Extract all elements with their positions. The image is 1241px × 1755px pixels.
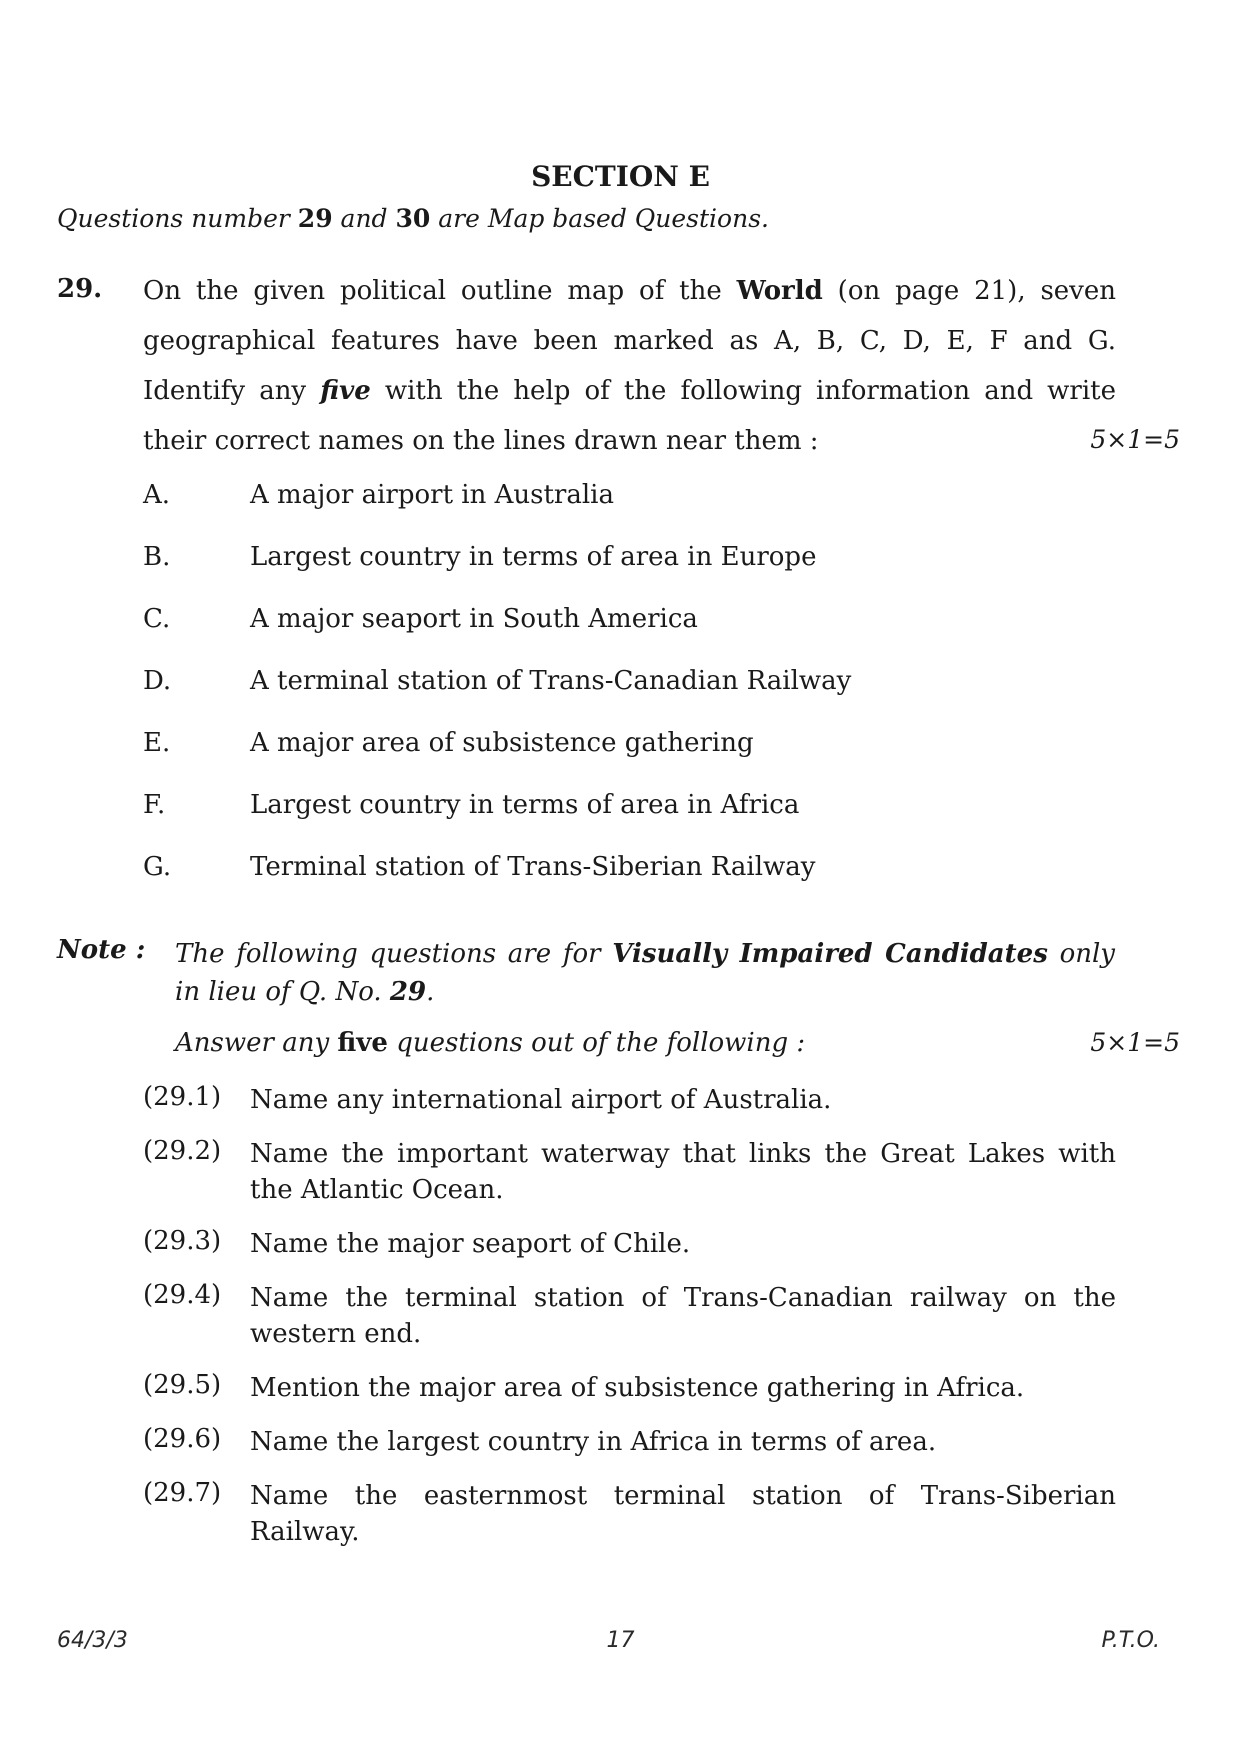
- answer-suffix: questions out of the following :: [387, 1028, 806, 1058]
- section-title: SECTION E: [531, 160, 710, 193]
- option-text: Largest country in terms of area in Africa: [250, 790, 800, 820]
- sub-question-number: (29.2): [143, 1136, 222, 1166]
- intro-suffix: are Map based Questions.: [430, 204, 769, 233]
- sub-question-number: (29.6): [143, 1424, 222, 1454]
- sub-question-text: Mention the major area of subsistence gathering in Africa.: [250, 1373, 1025, 1403]
- answer-prefix: Answer any: [175, 1028, 338, 1058]
- answer-instruction: [175, 1028, 805, 1058]
- answer-bold: five: [337, 1028, 388, 1058]
- question-number: 29.: [57, 274, 103, 304]
- option-text: A major airport in Australia: [250, 480, 614, 510]
- option-text: A terminal station of Trans-Canadian Railway: [250, 666, 852, 696]
- note-text-suffix: .: [426, 977, 435, 1007]
- note-text-prefix: The following questions are for: [175, 939, 613, 969]
- option-letter: E.: [143, 728, 171, 758]
- sub-question-number: (29.5): [143, 1370, 222, 1400]
- sub-question-text: Name the terminal station of Trans-Canadian railway on the western end.: [250, 1283, 1116, 1349]
- sub-question-number: (29.4): [143, 1280, 222, 1310]
- question-text-prefix: On the given political outline map of the: [143, 276, 737, 306]
- sub-question-text: Name the largest country in Africa in terms of area.: [250, 1427, 937, 1457]
- paper-code: 64/3/3: [57, 1628, 128, 1653]
- option-text: Terminal station of Trans-Siberian Railway: [250, 852, 816, 882]
- option-letter: B.: [143, 542, 171, 572]
- note-text-qno: 29: [389, 977, 427, 1007]
- option-letter: A.: [143, 480, 171, 510]
- question-text-bold: World: [736, 276, 823, 306]
- pto-label: P.T.O.: [1101, 1628, 1160, 1653]
- option-letter: G.: [143, 852, 172, 882]
- section-intro: [57, 204, 769, 233]
- sub-question-text: Name the important waterway that links the Great Lakes with the Atlantic Ocean.: [250, 1139, 1116, 1205]
- question-text-five: five: [320, 376, 371, 406]
- question-text: [143, 266, 1116, 466]
- option-letter: C.: [143, 604, 171, 634]
- sub-question-text: Name any international airport of Australia.: [250, 1085, 832, 1115]
- option-letter: D.: [143, 666, 172, 696]
- sub-question-text: Name the major seaport of Chile.: [250, 1229, 691, 1259]
- intro-prefix: Questions number: [57, 204, 298, 233]
- intro-q1: 29: [297, 204, 333, 233]
- sub-question-number: (29.1): [143, 1082, 222, 1112]
- question-text-mid: (on page 21), seven geographical features have been marked as A, B, C, D, E, F and G. Identify any: [143, 276, 1116, 406]
- question-marks: 5×1=5: [1090, 425, 1180, 454]
- sub-question-number: (29.7): [143, 1478, 222, 1508]
- option-letter: F.: [143, 790, 166, 820]
- note-text-bold: Visually Impaired Candidates: [612, 939, 1048, 969]
- option-text: A major seaport in South America: [250, 604, 698, 634]
- note-label: Note :: [57, 935, 146, 965]
- sub-question-text: Name the easternmost terminal station of Trans-Siberian Railway.: [250, 1481, 1116, 1547]
- sub-question-number: (29.3): [143, 1226, 222, 1256]
- option-text: A major area of subsistence gathering: [250, 728, 754, 758]
- page-number: 17: [606, 1628, 635, 1653]
- question-text-suffix: with the help of the following information and write their correct names on the lines drawn near them :: [143, 376, 1117, 456]
- option-text: Largest country in terms of area in Europe: [250, 542, 817, 572]
- note-marks: 5×1=5: [1090, 1028, 1180, 1057]
- note-text-mid: only in lieu of Q. No.: [175, 939, 1115, 1007]
- intro-q2: 30: [395, 204, 431, 233]
- note-text: [175, 935, 1115, 1011]
- intro-mid: and: [332, 204, 396, 233]
